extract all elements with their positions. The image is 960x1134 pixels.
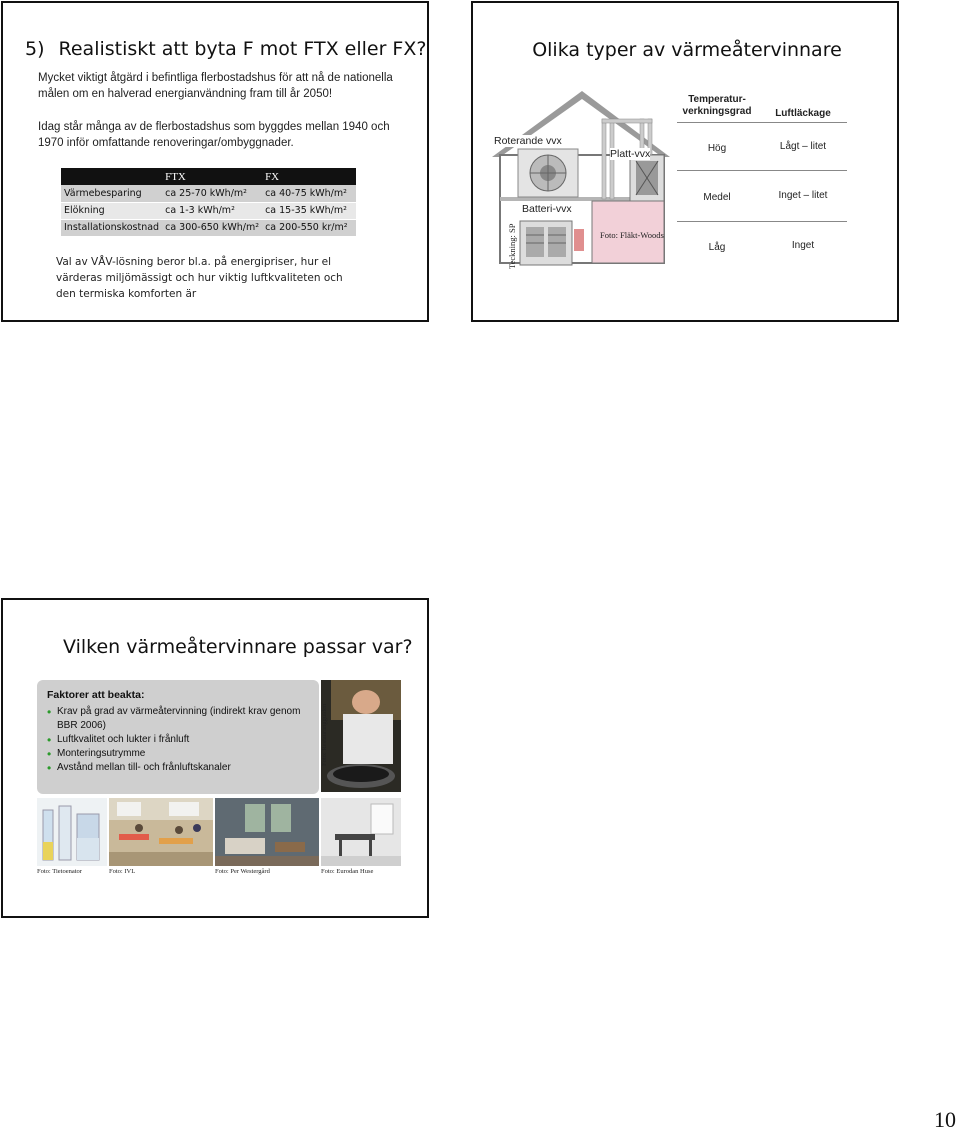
paragraph-goals: Mycket viktigt åtgärd i befintliga flerbostadshus för att nå de nationella målen om en halverad energianvändning fram till år 2050! xyxy=(38,72,393,100)
paragraph-choice: Val av VÅV-lösning beror bl.a. på energipriser, hur el värderas miljömässigt och hur viktig luftkvaliteten och den termiska komforten är xyxy=(56,256,343,300)
photo-credit: Foto: IVL xyxy=(109,868,136,875)
factors-box xyxy=(37,680,319,794)
slide-heat-recovery-types xyxy=(471,1,899,322)
table-row xyxy=(61,202,356,219)
label-rotary: Roterande vvx xyxy=(494,135,562,147)
cell-temp-high: Hög xyxy=(707,143,727,154)
list-item: • Luftkvalitet och lukter i frånluft xyxy=(47,733,309,747)
table-row xyxy=(61,219,356,236)
cell-leak-low: Lågt – litet xyxy=(779,141,827,152)
slide-ftx-fx xyxy=(1,1,429,322)
table-cell: ca 200-550 kr/m² xyxy=(262,219,356,236)
table-cell: ca 15-35 kWh/m² xyxy=(262,202,356,219)
paragraph-renovation: Idag står många av de flerbostadshus som byggdes mellan 1940 och 1970 inför omfattande renoveringar/ombyggnader. xyxy=(38,121,390,149)
header-air-leakage: Luftläckage xyxy=(775,108,831,119)
house-diagram xyxy=(490,89,670,269)
slide-number: 5) xyxy=(25,38,45,60)
factors-heading: Faktorer att beakta: xyxy=(47,689,145,701)
slide-title-text: Realistiskt att byta F mot FTX eller FX? xyxy=(58,38,427,60)
table-cell: ca 1-3 kWh/m² xyxy=(162,202,262,219)
list-item: • Monteringsutrymme xyxy=(47,747,309,761)
photo-credit: Foto: Tietoenator xyxy=(37,868,82,875)
slide-title xyxy=(25,38,426,60)
table-header xyxy=(61,168,162,185)
list-item: • Krav på grad av värmeåtervinning (indirekt krav genom BBR 2006) xyxy=(47,705,309,733)
drawing-credit: Teckning: SP xyxy=(507,223,517,269)
living-room-photo xyxy=(215,798,319,866)
slide-title: Olika typer av värmeåtervinnare xyxy=(532,39,842,61)
factors-list xyxy=(47,705,309,775)
cell-temp-low: Låg xyxy=(708,242,726,253)
photo-credit: Foto: Eurodan Huse xyxy=(321,868,374,875)
table-row xyxy=(61,185,356,202)
header-temperature: Temperatur-verkningsgrad xyxy=(682,94,752,117)
table-cell: Installationskostnad xyxy=(61,219,162,236)
plate-exchanger-photo xyxy=(630,155,664,201)
slide-title: Vilken värmeåtervinnare passar var? xyxy=(63,636,413,658)
table-cell: Värmebesparing xyxy=(61,185,162,202)
table-cell: ca 40-75 kWh/m² xyxy=(262,185,356,202)
cell-leak-none-small: Inget – litet xyxy=(778,190,828,201)
comparison-table xyxy=(61,168,356,237)
page-number: 10 xyxy=(934,1107,956,1132)
table-cell: Elökning xyxy=(61,202,162,219)
classroom-photo xyxy=(109,798,213,866)
label-plate: Platt-vvx xyxy=(610,148,651,160)
chef-photo xyxy=(321,680,401,792)
table-header: FTX xyxy=(162,168,262,185)
table-header: FX xyxy=(262,168,356,185)
table-header-row xyxy=(61,168,356,185)
table-cell: ca 25-70 kWh/m² xyxy=(162,185,262,202)
lab-photo xyxy=(37,798,107,866)
chef-photo-credit: Foto: Restaurangguiden xyxy=(321,703,328,766)
cell-leak-none: Inget xyxy=(791,240,815,251)
label-battery: Batteri-vvx xyxy=(522,203,572,215)
table-cell: ca 300-650 kWh/m² xyxy=(162,219,262,236)
slide-which-exchanger xyxy=(1,598,429,918)
photo-credit: Foto: Per Westergård xyxy=(215,868,270,875)
list-item: • Avstånd mellan till- och frånluftskanaler xyxy=(47,761,309,775)
rotary-exchanger-photo xyxy=(518,149,578,197)
cell-temp-medium: Medel xyxy=(703,192,731,203)
dining-room-photo xyxy=(321,798,401,866)
photo-credit: Foto: Fläkt-Woods xyxy=(600,230,664,240)
